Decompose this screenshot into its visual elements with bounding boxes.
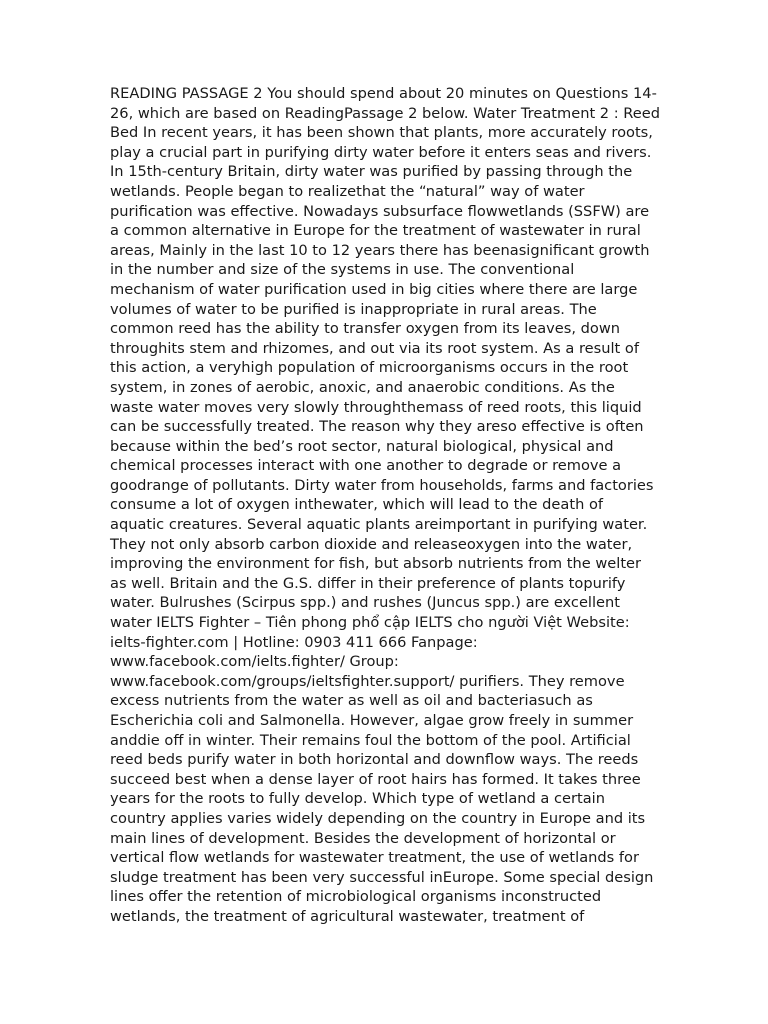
passage-text: READING PASSAGE 2 You should spend about 20 minutes on Questions 14- 26, which are based on ReadingPassage 2 below. Water Treatment 2 : Reed Bed In recent years, it has been shown that plants, more accurately roots, play a crucial part in purifying dirty water before it enters seas and rivers. In 15th-century Britain, dirty water was purified by passing through the wetlands. People began to realizethat the “natural” way of water purification was effective. Nowadays subsurface flowwetlands (SSFW) are a common alternative in Europe for the treatment of wastewater in rural areas, Mainly in the last 10 to 12 years there has beenasignificant growth in the number and size of the systems in use. The conventional mechanism of water purification used in big cities where there are large volumes of water to be purified is inappropriate in rural areas. The common reed has the ability to transfer oxygen from its leaves, down throughits stem and rhizomes, and out via its root system. As a result of this action, a veryhigh population of microorganisms occurs in the root system, in zones of aerobic, anoxic, and anaerobic conditions. As the waste water moves very slowly throughthemass of reed roots, this liquid can be successfully treated. The reason why they areso effective is often because within the bed’s root sector, natural biological, physical and chemical processes interact with one another to degrade or remove a goodrange of pollutants. Dirty water from households, farms and factories consume a lot of oxygen inthewater, which will lead to the death of aquatic creatures. Several aquatic plants areimportant in purifying water. They not only absorb carbon dioxide and releaseoxygen into the water, improving the environment for fish, but absorb nutrients from the welter as well. Britain and the G.S. differ in their preference of plants topurify water. Bulrushes (Scirpus spp.) and rushes (Juncus spp.) are excellent water IELTS Fighter – Tiên phong phổ cập IELTS cho người Việt Website: ielts-fighter.com | Hotline: 0903 411 666 Fanpage: www.facebook.com/ielts.fighter/ Group: www.facebook.com/groups/ieltsfighter.support/ purifiers. They remove excess nutrients from the water as well as oil and bacteriasuch as Escherichia coli and Salmonella. However, algae grow freely in summer anddie off in winter. Their remains foul the bottom of the pool. Artificial reed beds purify water in both horizontal and downflow ways. The reeds succeed best when a dense layer of root hairs has formed. It takes three years for the roots to fully develop. Which type of wetland a certain country applies varies widely depending on the country in Europe and its main lines of development. Besides the development of horizontal or vertical flow wetlands for wastewater treatment, the use of wetlands for sludge treatment has been very successful inEurope. Some special design lines offer the retention of microbiological organisms inconstructed wetlands, the treatment of agricultural wastewater, treatment of	[110, 85, 660, 925]
document-page	[110, 84, 700, 927]
